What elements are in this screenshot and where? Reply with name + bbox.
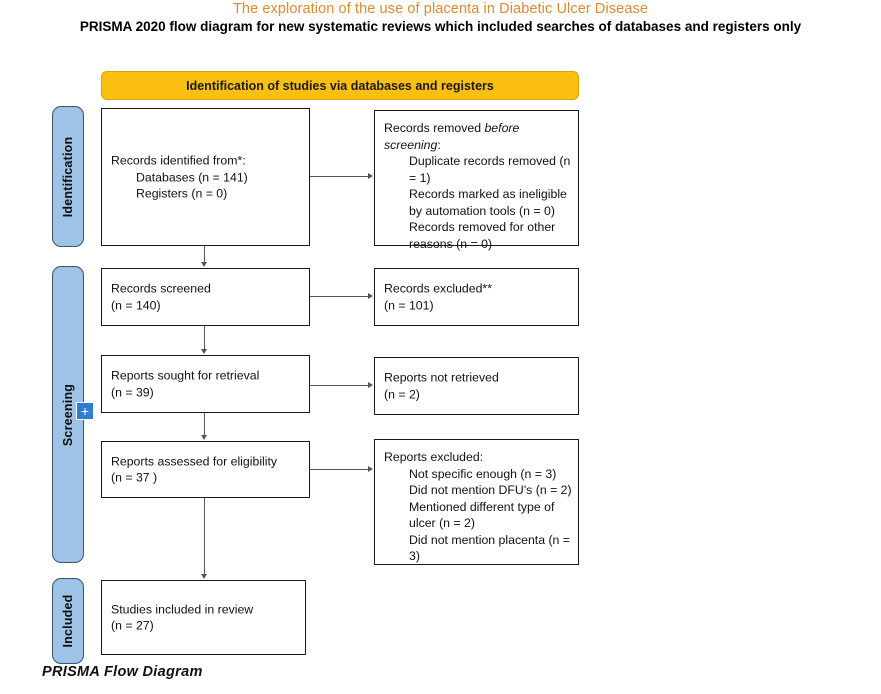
reports-assessed-count: (n = 37 ) [111,470,158,485]
plus-glyph: + [80,403,90,419]
page-subtitle: PRISMA 2020 flow diagram for new systematic reviews which included searches of databases and registers only [79,19,802,34]
reports-excluded-reason-4: Did not mention placenta (n = 3) [409,532,570,563]
identification-banner [101,71,579,100]
connector-assessed-to-included [204,498,205,575]
records-removed-heading-part1: Records removed [384,121,485,135]
reports-not-retrieved-label: Reports not retrieved [384,370,499,385]
box-reports-not-retrieved [374,357,579,415]
box-reports-excluded-reasons [374,439,579,565]
box-records-excluded [374,268,579,326]
records-identified-heading: Records identified from*: [111,153,246,168]
records-screened-label: Records screened [111,281,211,296]
stage-pill-included[interactable] [52,578,84,664]
arrowhead-identified-to-screened [201,262,207,267]
stage-pill-identification[interactable] [52,106,84,247]
reports-excluded-reason-3: Mentioned different type of ulcer (n = 2) [409,499,555,530]
box-studies-included [101,580,306,655]
connector-identified-to-removed [310,176,369,177]
reports-excluded-heading: Reports excluded: [384,450,484,464]
records-removed-ineligible: Records marked as ineligible by automation tools (n = 0) [409,187,567,218]
reports-excluded-reason-2: Did not mention DFU's (n = 2) [409,483,572,497]
studies-included-label: Studies included in review [111,602,254,616]
arrowhead-assessed-to-included [201,574,207,579]
arrowhead-screened-to-excluded [368,293,373,299]
reports-sought-count: (n = 39) [111,385,154,399]
box-records-identified-text [111,152,303,202]
connector-assessed-to-reports-excluded [310,469,369,470]
box-reports-not-retrieved-text [384,370,572,403]
box-reports-sought [101,355,310,413]
box-records-screened [101,268,310,326]
box-reports-assessed [101,441,310,498]
records-removed-duplicates: Duplicate records removed (n = 1) [409,154,571,185]
reports-sought-label: Reports sought for retrieval [111,368,260,383]
reports-not-retrieved-count: (n = 2) [384,387,420,401]
stage-pill-included-label: Included [61,594,75,648]
arrowhead-assessed-to-reports-excluded [368,466,373,472]
box-records-excluded-text [384,281,572,314]
reports-excluded-reason-1: Not specific enough (n = 3) [409,466,557,481]
records-removed-heading-part2: : [437,137,441,152]
identification-banner-label: Identification of studies via databases and registers [186,78,494,93]
box-studies-included-text [111,601,299,634]
arrowhead-sought-to-assessed [201,435,207,440]
footer-caption: PRISMA Flow Diagram [42,664,203,680]
box-records-removed-text [384,120,572,252]
box-records-removed [374,110,579,251]
studies-included-count: (n = 27) [111,618,154,633]
connector-sought-to-not-retrieved [310,385,369,386]
connector-identified-to-screened [204,246,205,263]
box-reports-excluded-reasons-text [384,449,572,565]
records-identified-databases: Databases (n = 141) [136,169,248,184]
records-removed-heading [384,120,572,153]
stage-pill-identification-label: Identification [61,136,75,217]
records-removed-heading-italic: before screening [384,121,520,152]
page-title: The exploration of the use of placenta in Diabetic Ulcer Disease [232,1,649,17]
expand-screening-plus-icon[interactable] [76,402,94,420]
arrowhead-identified-to-removed [368,173,373,179]
box-reports-assessed-text [111,453,303,486]
arrowhead-screened-to-sought [201,349,207,354]
connector-screened-to-excluded [310,296,369,297]
reports-assessed-label: Reports assessed for eligibility [111,454,278,468]
records-identified-registers: Registers (n = 0) [136,186,228,201]
connector-screened-to-sought [204,326,205,350]
box-reports-sought-text [111,368,303,401]
records-excluded-count: (n = 101) [384,298,434,312]
box-records-screened-text [111,281,303,314]
box-records-identified [101,108,310,246]
arrowhead-sought-to-not-retrieved [368,382,373,388]
connector-sought-to-assessed [204,413,205,436]
records-excluded-label: Records excluded** [384,281,493,296]
stage-pill-screening-label: Screening [61,383,75,446]
records-screened-count: (n = 140) [111,298,161,312]
records-removed-other: Records removed for other reasons (n = 0) [409,220,556,251]
